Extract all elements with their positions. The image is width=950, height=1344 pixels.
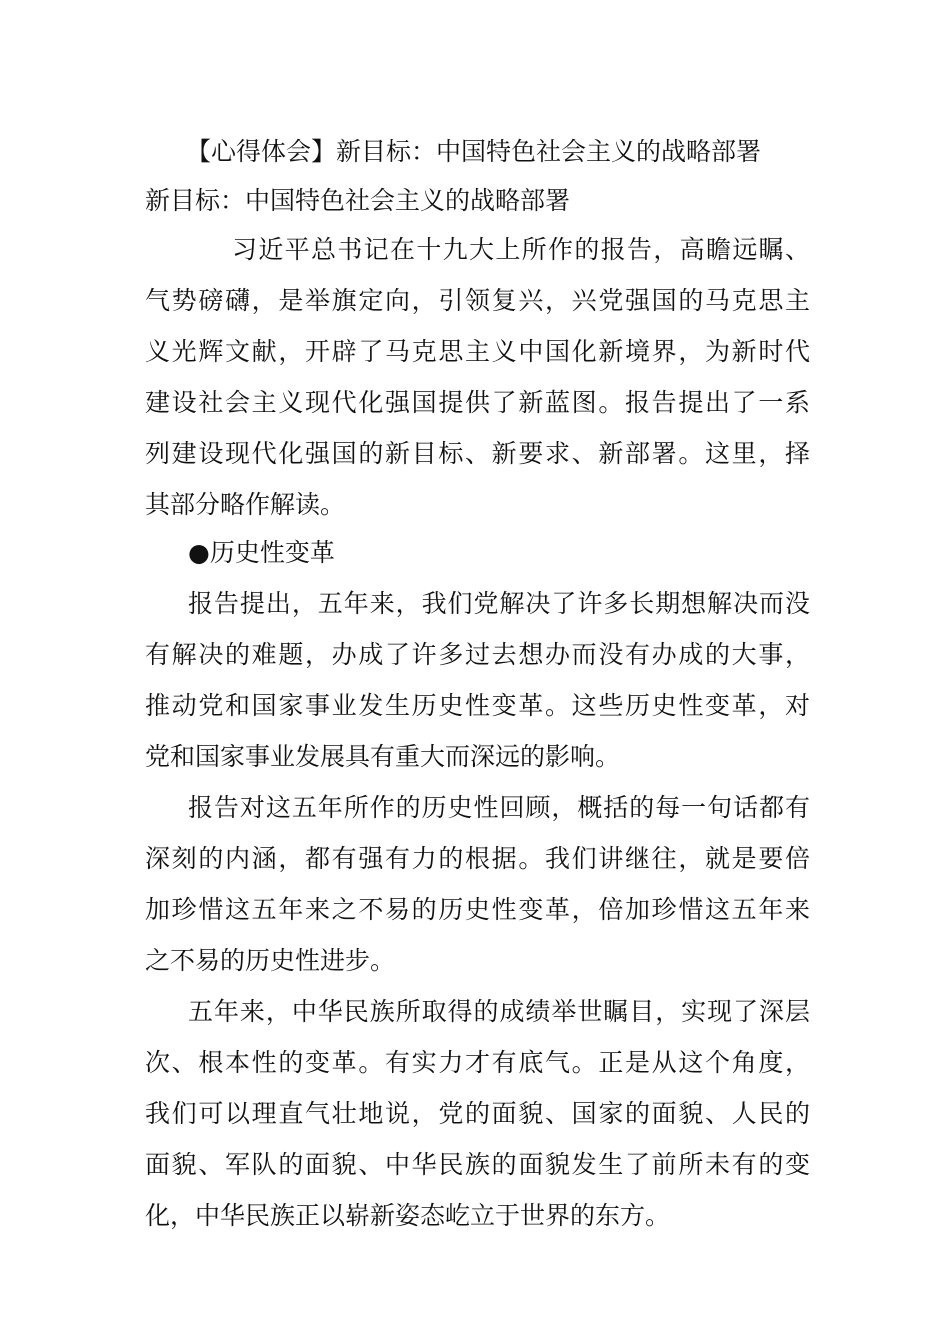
section-heading: ●历史性变革 [188, 538, 335, 567]
paragraph-line: 次、根本性的变革。有实力才有底气。正是从这个角度， [145, 1048, 810, 1077]
paragraph-line: 气势磅礴，是举旗定向，引领复兴，兴党强国的马克思主 [145, 286, 810, 315]
paragraph-line: 报告对这五年所作的历史性回顾，概括的每一句话都有 [188, 793, 810, 822]
paragraph-line: 加珍惜这五年来之不易的历史性变革，倍加珍惜这五年来 [145, 895, 810, 924]
paragraph-line: 之不易的历史性进步。 [145, 946, 396, 975]
document-title: 【心得体会】新目标：中国特色社会主义的战略部署 [186, 137, 762, 166]
paragraph-line: 有解决的难题，办成了许多过去想办而没有办成的大事， [145, 640, 810, 669]
paragraph-line: 习近平总书记在十九大上所作的报告，高瞻远瞩、 [232, 235, 810, 264]
paragraph-line: 我们可以理直气壮地说，党的面貌、国家的面貌、人民的 [145, 1099, 810, 1128]
paragraph-line: 化，中华民族正以崭新姿态屹立于世界的东方。 [145, 1201, 671, 1230]
paragraph-line: 报告提出，五年来，我们党解决了许多长期想解决而没 [188, 589, 810, 618]
paragraph-line: 深刻的内涵，都有强有力的根据。我们讲继往，就是要倍 [145, 844, 810, 873]
paragraph-line: 党和国家事业发展具有重大而深远的影响。 [145, 742, 621, 771]
paragraph-line: 推动党和国家事业发生历史性变革。这些历史性变革，对 [145, 691, 810, 720]
paragraph-line: 列建设现代化强国的新目标、新要求、新部署。这里，择 [145, 439, 810, 468]
paragraph-line: 面貌、军队的面貌、中华民族的面貌发生了前所未有的变 [145, 1150, 810, 1179]
paragraph-line: 其部分略作解读。 [145, 490, 346, 519]
paragraph-line: 五年来，中华民族所取得的成绩举世瞩目，实现了深层 [188, 997, 810, 1026]
paragraph-line: 建设社会主义现代化强国提供了新蓝图。报告提出了一系 [145, 388, 810, 417]
paragraph-line: 义光辉文献，开辟了马克思主义中国化新境界，为新时代 [145, 337, 810, 366]
document-subtitle: 新目标：中国特色社会主义的战略部署 [145, 186, 571, 215]
